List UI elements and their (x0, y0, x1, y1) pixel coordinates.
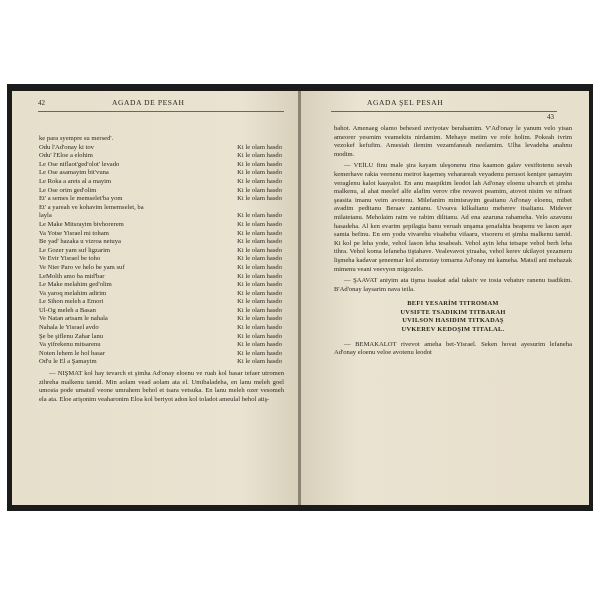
psalm-row (39, 144, 284, 153)
refrain: Ki le olam hasdo (237, 160, 282, 168)
refrain: Ki le olam hasdo (237, 281, 282, 289)
right-content (334, 125, 572, 358)
psalm-line: Ul-Og meleh a Basan (39, 306, 96, 314)
psalm-row (39, 298, 284, 307)
psalm-line: Le Make melahim ged'olim (39, 281, 112, 289)
psalm-line: Le Roka a arets al a mayim (39, 177, 112, 185)
psalm-line: Va yaroq melahim adirim (39, 289, 107, 297)
psalm-line: Le Sihon meleh a Emori (39, 298, 104, 306)
psalm-line: Va yifrekenu mitsarenu (39, 341, 101, 349)
psalm-row (39, 350, 284, 359)
psalm-line: Et' a yareah ve kohavim lememselet, ba (39, 203, 144, 211)
psalm-line: Le Ose orim ged'olim (39, 186, 97, 194)
psalm-row (39, 195, 284, 204)
header-rule (38, 111, 284, 112)
psalm-row (39, 324, 284, 333)
refrain: Ki le olam hasdo (237, 195, 282, 203)
psalm-line: Le Make Mitsrayim bivhorerem (39, 220, 124, 228)
psalm-line: Be yad' hazaka u vizroa netuya (39, 238, 121, 246)
psalm-line: Şe be şiflenu Zahar lanu (39, 332, 104, 340)
psalm-row (39, 178, 284, 187)
nishmat-paragraph: — NIŞMAT kol hay tevarch et şimha Ad'onay eloenu ve ruah kol basar tefaer utromen zihreha malkenu tamid. Min aolam vead aolam ata el. Umibaladeha, en lanu meleh goel umosia pode umatsil veone umrahem behol et tsara vetsuka. En lanu meleh ozer vesomeh ela ata. Eloe arişonim veaharonim Eloa kol beriyot adon kol toladot ameulal behol atiş- (39, 370, 284, 403)
psalm-row (39, 281, 284, 290)
psalm-line: Ve Natan artsam le nahala (39, 315, 108, 323)
verse-line: UVILSON HASIDIM TITKADAŞ (402, 317, 504, 325)
psalm-line: Ve Nier Paro ve helo be yam suf (39, 263, 125, 271)
psalm-row (39, 187, 284, 196)
psalm-line: Ve Evir Yisrael be toho (39, 255, 101, 263)
psalm-row (39, 238, 284, 247)
refrain: Ki le olam hasdo (237, 229, 282, 237)
psalm-line: LeMolih amo ba mid'bar (39, 272, 105, 280)
psalm-row (39, 152, 284, 161)
right-page (301, 91, 589, 505)
refrain: Ki le olam hasdo (237, 298, 282, 306)
psalm-row (39, 255, 284, 264)
psalm-row (39, 358, 284, 367)
page-number: 43 (547, 113, 554, 121)
psalm-row (39, 333, 284, 342)
refrain: Ki le olam hasdo (237, 169, 282, 177)
refrain: Ki le olam hasdo (237, 272, 282, 280)
refrain: Ki le olam hasdo (237, 220, 282, 228)
refrain: Ki le olam hasdo (237, 263, 282, 271)
psalm-line: Le Ose asamayim bit'vuna (39, 169, 109, 177)
refrain: Ki le olam hasdo (237, 238, 282, 246)
refrain: Ki le olam hasdo (237, 289, 282, 297)
psalm-line: Et' a semes le memselet'ba yom (39, 195, 123, 203)
verse-block (334, 300, 572, 334)
page-number: 42 (38, 99, 45, 107)
psalm-line: Od'u le El a Şamayim (39, 358, 97, 366)
refrain: Ki le olam hasdo (237, 315, 282, 323)
refrain: Ki le olam hasdo (237, 255, 282, 263)
psalm-row (39, 161, 284, 170)
refrain: Ki le olam hasdo (237, 186, 282, 194)
refrain: Ki le olam hasdo (237, 306, 282, 314)
refrain: Ki le olam hasdo (237, 177, 282, 185)
paragraph: bahot. Amenaeg olamo behesed uvriyotav berahamim. V'Ad'onay le yanum velo yisan ameorer yesenim veamekits nirdamim. Mehaye metim ve rofe holim. Pokeah ivrim vezokef kefufim. Amesiah ilemim vezamfaneah neelamim. Ulha levadeha anahnu modim. (334, 125, 572, 158)
psalm-row (39, 247, 284, 256)
first-line: ke para syempre su mersed'. (39, 135, 114, 142)
refrain: Ki le olam hasdo (237, 332, 282, 340)
psalm-line: Nahala le Yisrael avdo (39, 324, 99, 332)
page-header: AGADA DE PESAH (112, 98, 185, 107)
refrain: Ki le olam hasdo (237, 324, 282, 332)
left-content (39, 135, 284, 404)
psalm-line: Le Ose niflaot'ged'olot' levado (39, 160, 120, 168)
paragraph: — ŞAAVAT aniyim ata tişma isaakat adal taksiv ve tosia vehatuv ranenu tsadikim. B'Ad'onay laysarim nava teila. (334, 277, 572, 293)
refrain (282, 204, 284, 213)
psalm-line: layla (39, 212, 52, 220)
psalm-row (39, 221, 284, 230)
verse-line: UVSIFTE TSADIKIM TITBARAH (400, 308, 506, 316)
refrain: Ki le olam hasdo (237, 358, 282, 366)
paragraph: — VEİLU finu male şira kayam uleşonenu rina kaamon galav vesiftotenu sevah kemerhave rakia veenenu meirot kaşemeş veharareah veyadenu perusot kenişre şamayim veraglenu kalot kaayalot. En anu maspikim leodot lah Ad'onay eloenu ulvarch et şimha malkenu, al ahat meelef alfe alafim verov ribe revavot peamim, atovot nisim ve nifraot şeasita imanu veim avotenu. Milefanim mimisrayim geaitanu Ad'onay eloenu, mibet avadim peditanu Beraav zantanu. Uvsava kilkaltanu meherev itsaltanu. Midever milatetanu. Meholaim raim ve rabim dilitanu. Ad ena azaruna rahameha. Velo azavunu hasadeha. Al ken evarim şepilagta banu veruah unşama şenafahta beapenu ve lason aşer samta befinu. En em yodu vivarehu visabehu vifaaru, visoreru et şimha malkenu tamid. Ki kol pe leha yode, vehol lason leha tesabeah. Vehol ayin leha tetsape vehol berh leha tihra. Vehol koma lefaneha tiştahave. Vealevavot yiraaha, vehol kerev ukilayot yezameru lişmeha kadavar şeneemar kol atsmotay tomarna Ad'onay mi kameha. Matsil ani mehazak mimenu veani veevyon migozelo. (334, 162, 572, 273)
psalm-row (39, 169, 284, 178)
psalm-row (39, 307, 284, 316)
psalm-row (39, 290, 284, 299)
refrain: Ki le olam hasdo (237, 143, 282, 151)
refrain: Ki le olam hasdo (237, 341, 282, 349)
refrain: Ki le olam hasdo (237, 349, 282, 357)
paragraph: — BEMAKALOT rivevot ameha bet-Yisrael. Seken hovat ayesurim lefaneha Ad'onay eloenu veloe avotenu leodot (334, 340, 572, 357)
left-page (12, 91, 299, 505)
psalm-line: Noten lehem le hol basar (39, 349, 105, 357)
psalm-line: Odu' l'Eloe a elohim (39, 152, 93, 160)
refrain: Ki le olam hasdo (237, 152, 282, 160)
verse-line: BEFI YESARİM TITROMAM (407, 300, 499, 308)
psalm-list (39, 144, 284, 367)
verse-line: UVKEREV KEDOŞIM TITALAL. (401, 326, 505, 334)
psalm-line: Odu l'Ad'onay ki tov (39, 143, 94, 151)
psalm-row (39, 315, 284, 324)
header-rule (331, 111, 557, 112)
psalm-row (39, 230, 284, 239)
page-header: AGADA ŞEL PESAH (367, 98, 444, 107)
refrain: Ki le olam hasdo (237, 246, 282, 254)
psalm-row (39, 212, 284, 221)
refrain: Ki le olam hasdo (237, 212, 282, 220)
psalm-line: Va Yotse Yisrael mi toham (39, 229, 109, 237)
psalm-row (39, 264, 284, 273)
psalm-line: Le Gozer yam suf ligzarim (39, 246, 111, 254)
psalm-row (39, 273, 284, 282)
psalm-row (39, 204, 284, 213)
psalm-row (39, 341, 284, 350)
